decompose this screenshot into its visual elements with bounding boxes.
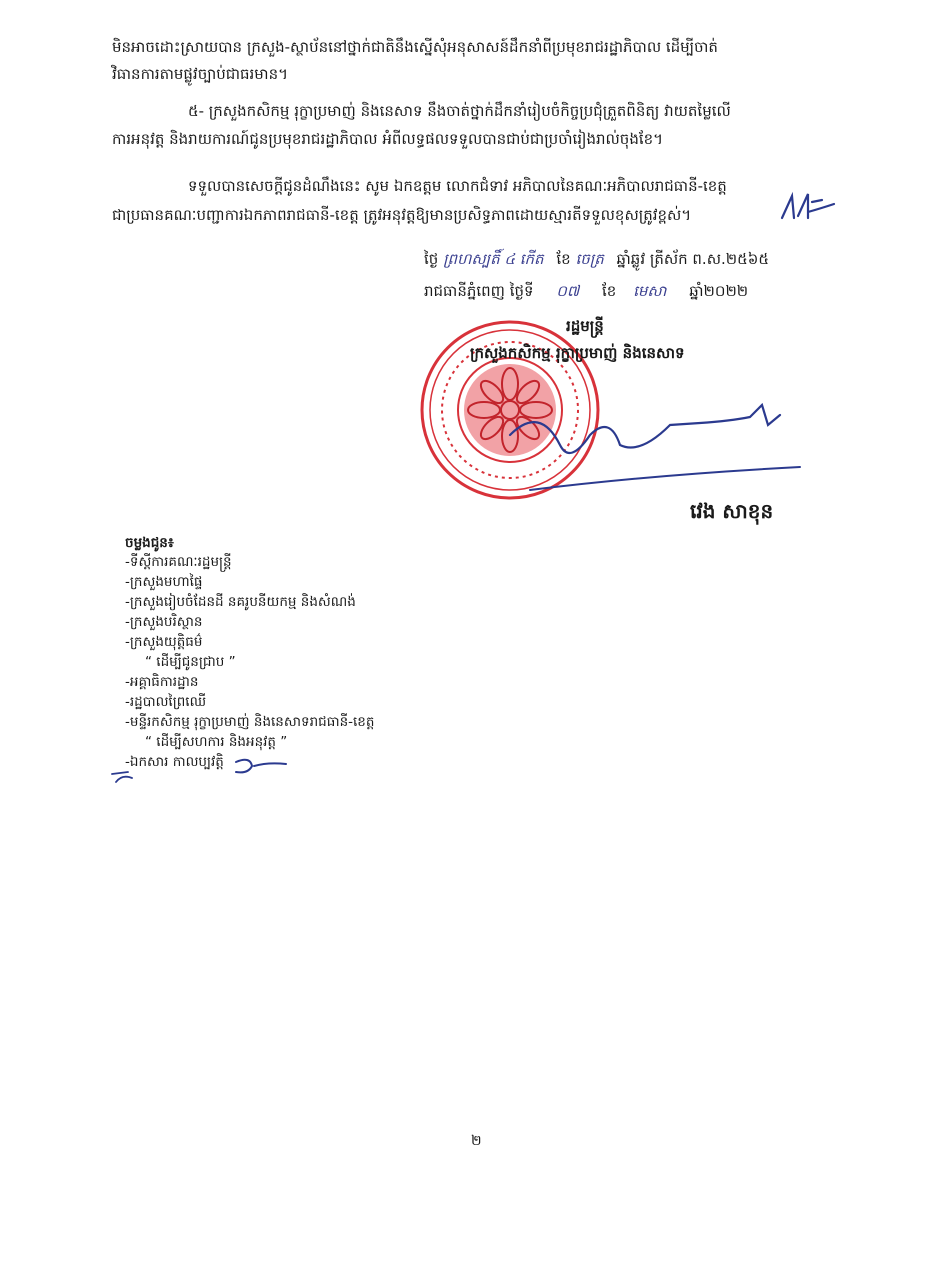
cc-item: -ក្រសួងមហាផ្ទៃ bbox=[125, 574, 203, 590]
cc-item: -អគ្គាធិការដ្ឋាន bbox=[125, 674, 199, 690]
signatory-ministry: ក្រសួងកសិកម្ម រុក្ខាប្រមាញ់ និងនេសាទ bbox=[470, 344, 685, 362]
lunar-day-prefix: ថ្ងៃ bbox=[424, 250, 439, 268]
paragraph-2-line-2: ការអនុវត្ត និងរាយការណ៍ជូនប្រមុខរាជរដ្ឋាភិបាល អំពីលទ្ធផលទទួលបានជាប់ជាប្រចាំរៀងរាល់ចុងខែ។ bbox=[112, 130, 664, 148]
lunar-day-handwritten: ព្រហស្បតិ៍ ៤ កើត bbox=[443, 250, 544, 268]
cc-note: “ ដើម្បីជូនជ្រាប ” bbox=[145, 654, 236, 670]
signatory-name: វេង សាខុន bbox=[690, 499, 774, 523]
cc-item: -ទីស្តីការគណៈរដ្ឋមន្ត្រី bbox=[125, 554, 232, 570]
cc-item: -ក្រសួងយុត្តិធម៌ bbox=[125, 634, 203, 650]
cc-item: -ក្រសួងរៀបចំដែនដី នគរូបនីយកម្ម និងសំណង់ bbox=[125, 594, 356, 610]
paragraph-3-line-1: ទទួលបានសេចក្តីជូនដំណឹងនេះ សូម ឯកឧត្តម លោកជំទាវ អភិបាលនៃគណៈអភិបាលរាជធានី-ខេត្ត bbox=[188, 177, 727, 195]
lunar-year: ឆ្នាំឆ្លូវ ត្រីស័ក ព.ស.២៥៦៥ bbox=[616, 250, 769, 268]
paragraph-3-line-2: ជាប្រធានគណៈបញ្ជាការឯកភាពរាជធានី-ខេត្ត ត្រូវអនុវត្តឱ្យមានប្រសិទ្ធភាពដោយស្មារតីទទួលខុសត្រូវខ្ពស់។ bbox=[112, 206, 692, 224]
solar-month-handwritten: មេសា bbox=[633, 282, 667, 300]
lunar-month-handwritten: ចេត្រ bbox=[575, 250, 604, 268]
solar-month-prefix: ខែ bbox=[602, 282, 617, 300]
cc-note: “ ដើម្បីសហការ និងអនុវត្ត ” bbox=[145, 734, 288, 750]
page-number: ២ bbox=[471, 1133, 482, 1149]
cc-item: -រដ្ឋបាលព្រៃឈើ bbox=[125, 694, 207, 710]
solar-day-handwritten: ០៧ bbox=[556, 282, 580, 300]
signature-icon bbox=[500, 395, 800, 505]
lunar-date-line bbox=[424, 248, 769, 270]
solar-date-line bbox=[424, 280, 748, 302]
signatory-title: រដ្ឋមន្ត្រី bbox=[566, 317, 604, 335]
cc-item: -ឯកសារ កាលប្បវត្តិ bbox=[125, 754, 224, 770]
initials-mark bbox=[778, 188, 838, 228]
filing-mark-icon bbox=[108, 752, 298, 792]
cc-heading: ចម្លងជូន៖ bbox=[125, 535, 174, 551]
solar-year: ឆ្នាំ២០២២ bbox=[689, 282, 749, 300]
paragraph-2-line-1: ៥- ក្រសួងកសិកម្ម រុក្ខាប្រមាញ់ និងនេសាទ នឹងចាត់ថ្នាក់ដឹកនាំរៀបចំកិច្ចប្រជុំត្រួតពិនិត្យ វាយតម្លៃលើ bbox=[188, 102, 731, 120]
paragraph-1-line-1: មិនអាចដោះស្រាយបាន ក្រសួង-ស្ថាប័ននៅថ្នាក់ជាតិនឹងស្នើសុំអនុសាសន៍ដឹកនាំពីប្រមុខរាជរដ្ឋាភិបាល ដើម្បីចាត់ bbox=[112, 38, 718, 56]
cc-item: -មន្ទីរកសិកម្ម រុក្ខាប្រមាញ់ និងនេសាទរាជធានី-ខេត្ត bbox=[125, 714, 375, 730]
paragraph-1-line-2: វិធានការតាមផ្លូវច្បាប់ជាធរមាន។ bbox=[112, 65, 289, 83]
cc-item: -ក្រសួងបរិស្ថាន bbox=[125, 614, 203, 630]
lunar-month-prefix: ខែ bbox=[556, 250, 571, 268]
place-prefix: រាជធានីភ្នំពេញ ថ្ងៃទី bbox=[424, 282, 534, 300]
